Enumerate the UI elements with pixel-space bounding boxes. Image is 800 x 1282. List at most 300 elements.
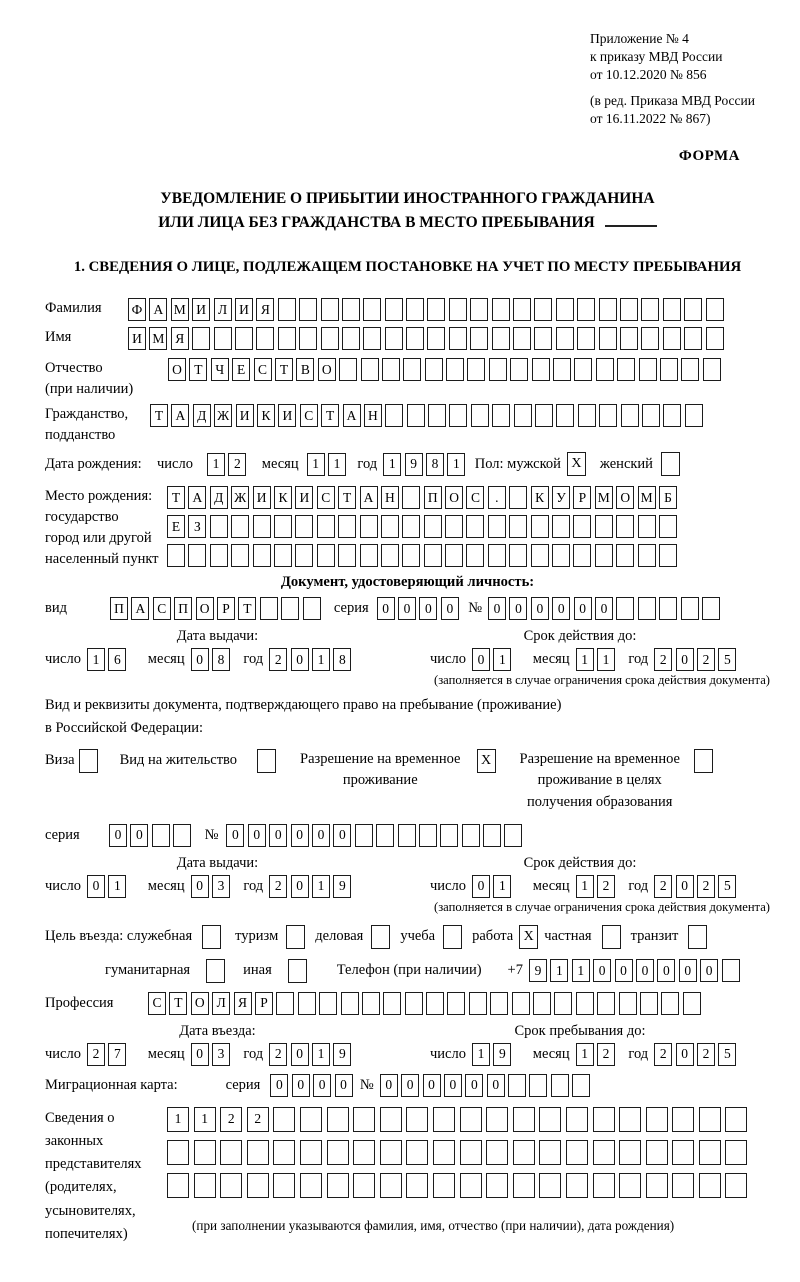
char-cell[interactable]: 0	[291, 824, 309, 847]
char-cell[interactable]: Я	[171, 327, 189, 350]
char-cell[interactable]	[274, 515, 292, 538]
char-cell[interactable]	[194, 1173, 216, 1198]
char-cell[interactable]	[360, 544, 378, 567]
char-cell[interactable]	[513, 298, 531, 321]
char-cell[interactable]	[470, 327, 488, 350]
char-cell[interactable]: С	[300, 404, 318, 427]
char-cell[interactable]: С	[153, 597, 171, 620]
char-cell[interactable]: 1	[207, 453, 225, 476]
char-cell[interactable]: М	[171, 298, 189, 321]
char-cell[interactable]: 2	[697, 875, 715, 898]
char-cell[interactable]	[460, 1140, 482, 1165]
char-cell[interactable]	[380, 1107, 402, 1132]
char-cell[interactable]	[471, 404, 489, 427]
char-cell[interactable]	[663, 298, 681, 321]
char-cell[interactable]	[449, 404, 467, 427]
char-cell[interactable]	[659, 544, 677, 567]
char-cell[interactable]: И	[128, 327, 146, 350]
char-cell[interactable]	[167, 1140, 189, 1165]
char-cell[interactable]	[424, 515, 442, 538]
char-cell[interactable]	[247, 1173, 269, 1198]
char-cell[interactable]	[620, 298, 638, 321]
char-cell[interactable]: 0	[593, 959, 611, 982]
char-cell[interactable]	[276, 992, 294, 1015]
char-cell[interactable]: 0	[472, 875, 490, 898]
char-cell[interactable]	[646, 1140, 668, 1165]
char-cell[interactable]: 0	[488, 597, 506, 620]
char-cell[interactable]: 8	[333, 648, 351, 671]
char-cell[interactable]: А	[188, 486, 206, 509]
char-cell[interactable]: И	[192, 298, 210, 321]
char-cell[interactable]	[509, 486, 527, 509]
char-cell[interactable]: 0	[191, 648, 209, 671]
char-cell[interactable]	[573, 544, 591, 567]
char-cell[interactable]	[167, 544, 185, 567]
char-cell[interactable]	[406, 1140, 428, 1165]
char-cell[interactable]	[551, 1074, 569, 1097]
char-cell[interactable]: 2	[654, 1043, 672, 1066]
char-cell[interactable]	[638, 597, 656, 620]
char-cell[interactable]	[492, 327, 510, 350]
char-cell[interactable]: 0	[109, 824, 127, 847]
char-cell[interactable]	[554, 992, 572, 1015]
char-cell[interactable]: П	[174, 597, 192, 620]
char-cell[interactable]	[597, 992, 615, 1015]
purpose-study-checkbox[interactable]	[443, 925, 462, 949]
char-cell[interactable]: О	[191, 992, 209, 1015]
char-cell[interactable]: И	[295, 486, 313, 509]
char-cell[interactable]	[385, 327, 403, 350]
char-cell[interactable]	[380, 1173, 402, 1198]
char-cell[interactable]	[531, 515, 549, 538]
char-cell[interactable]: Д	[193, 404, 211, 427]
char-cell[interactable]	[327, 1173, 349, 1198]
char-cell[interactable]	[706, 298, 724, 321]
char-cell[interactable]	[539, 1107, 561, 1132]
char-cell[interactable]	[383, 992, 401, 1015]
char-cell[interactable]: М	[149, 327, 167, 350]
char-cell[interactable]	[406, 298, 424, 321]
char-cell[interactable]	[353, 1173, 375, 1198]
char-cell[interactable]	[321, 298, 339, 321]
char-cell[interactable]	[403, 358, 421, 381]
char-cell[interactable]	[619, 1140, 641, 1165]
char-cell[interactable]: С	[466, 486, 484, 509]
char-cell[interactable]: О	[616, 486, 634, 509]
char-cell[interactable]: Л	[214, 298, 232, 321]
char-cell[interactable]: 0	[130, 824, 148, 847]
char-cell[interactable]: Д	[210, 486, 228, 509]
char-cell[interactable]	[231, 515, 249, 538]
char-cell[interactable]	[260, 597, 278, 620]
char-cell[interactable]	[539, 1140, 561, 1165]
char-cell[interactable]: 9	[493, 1043, 511, 1066]
char-cell[interactable]	[235, 327, 253, 350]
char-cell[interactable]	[363, 327, 381, 350]
char-cell[interactable]	[362, 992, 380, 1015]
char-cell[interactable]	[556, 327, 574, 350]
char-cell[interactable]	[638, 515, 656, 538]
char-cell[interactable]	[295, 515, 313, 538]
char-cell[interactable]	[508, 1074, 526, 1097]
char-cell[interactable]	[466, 515, 484, 538]
char-cell[interactable]: 0	[335, 1074, 353, 1097]
char-cell[interactable]: О	[445, 486, 463, 509]
char-cell[interactable]: 0	[676, 875, 694, 898]
char-cell[interactable]	[513, 1173, 535, 1198]
char-cell[interactable]	[619, 1107, 641, 1132]
char-cell[interactable]	[574, 358, 592, 381]
char-cell[interactable]	[460, 1107, 482, 1132]
char-cell[interactable]: А	[149, 298, 167, 321]
char-cell[interactable]: 3	[212, 875, 230, 898]
char-cell[interactable]	[385, 298, 403, 321]
char-cell[interactable]	[552, 544, 570, 567]
char-cell[interactable]: И	[253, 486, 271, 509]
char-cell[interactable]: Т	[338, 486, 356, 509]
char-cell[interactable]: П	[424, 486, 442, 509]
char-cell[interactable]	[646, 1173, 668, 1198]
char-cell[interactable]: О	[168, 358, 186, 381]
char-cell[interactable]	[556, 404, 574, 427]
char-cell[interactable]	[531, 544, 549, 567]
char-cell[interactable]: К	[274, 486, 292, 509]
char-cell[interactable]	[398, 824, 416, 847]
char-cell[interactable]	[256, 327, 274, 350]
char-cell[interactable]	[466, 544, 484, 567]
char-cell[interactable]	[402, 515, 420, 538]
char-cell[interactable]: 2	[87, 1043, 105, 1066]
char-cell[interactable]: 0	[423, 1074, 441, 1097]
char-cell[interactable]: Я	[256, 298, 274, 321]
char-cell[interactable]	[646, 1107, 668, 1132]
gender-male-checkbox[interactable]: X	[567, 452, 586, 476]
residence-permit-checkbox[interactable]	[257, 749, 276, 773]
char-cell[interactable]: С	[317, 486, 335, 509]
char-cell[interactable]: 2	[597, 875, 615, 898]
char-cell[interactable]: 1	[307, 453, 325, 476]
char-cell[interactable]: 1	[167, 1107, 189, 1132]
char-cell[interactable]: Ч	[211, 358, 229, 381]
char-cell[interactable]: 9	[529, 959, 547, 982]
char-cell[interactable]: 0	[248, 824, 266, 847]
char-cell[interactable]	[595, 544, 613, 567]
char-cell[interactable]: 8	[212, 648, 230, 671]
char-cell[interactable]	[299, 298, 317, 321]
char-cell[interactable]	[566, 1173, 588, 1198]
char-cell[interactable]	[382, 358, 400, 381]
char-cell[interactable]	[462, 824, 480, 847]
char-cell[interactable]: М	[595, 486, 613, 509]
char-cell[interactable]	[407, 404, 425, 427]
char-cell[interactable]	[278, 327, 296, 350]
char-cell[interactable]	[253, 515, 271, 538]
char-cell[interactable]	[663, 327, 681, 350]
char-cell[interactable]	[300, 1173, 322, 1198]
char-cell[interactable]	[303, 597, 321, 620]
char-cell[interactable]	[572, 1074, 590, 1097]
char-cell[interactable]	[639, 358, 657, 381]
char-cell[interactable]: 0	[472, 648, 490, 671]
char-cell[interactable]	[194, 1140, 216, 1165]
char-cell[interactable]	[553, 358, 571, 381]
char-cell[interactable]: 1	[576, 875, 594, 898]
char-cell[interactable]: Л	[212, 992, 230, 1015]
gender-female-checkbox[interactable]	[661, 452, 680, 476]
char-cell[interactable]	[433, 1140, 455, 1165]
char-cell[interactable]	[342, 327, 360, 350]
char-cell[interactable]	[722, 959, 740, 982]
char-cell[interactable]: Е	[167, 515, 185, 538]
char-cell[interactable]: 0	[269, 824, 287, 847]
char-cell[interactable]	[659, 515, 677, 538]
char-cell[interactable]: 9	[405, 453, 423, 476]
char-cell[interactable]: А	[171, 404, 189, 427]
char-cell[interactable]	[173, 824, 191, 847]
char-cell[interactable]	[300, 1107, 322, 1132]
char-cell[interactable]	[247, 1140, 269, 1165]
char-cell[interactable]	[702, 597, 720, 620]
char-cell[interactable]: 0	[465, 1074, 483, 1097]
char-cell[interactable]: 0	[377, 597, 395, 620]
char-cell[interactable]	[552, 515, 570, 538]
char-cell[interactable]	[446, 358, 464, 381]
char-cell[interactable]: 0	[270, 1074, 288, 1097]
char-cell[interactable]: 1	[550, 959, 568, 982]
char-cell[interactable]	[460, 1173, 482, 1198]
char-cell[interactable]	[578, 404, 596, 427]
char-cell[interactable]	[621, 404, 639, 427]
char-cell[interactable]: .	[488, 486, 506, 509]
char-cell[interactable]	[342, 298, 360, 321]
char-cell[interactable]	[534, 298, 552, 321]
char-cell[interactable]: 0	[574, 597, 592, 620]
char-cell[interactable]	[298, 992, 316, 1015]
char-cell[interactable]	[566, 1140, 588, 1165]
char-cell[interactable]	[663, 404, 681, 427]
char-cell[interactable]: И	[236, 404, 254, 427]
char-cell[interactable]: Ж	[214, 404, 232, 427]
char-cell[interactable]	[327, 1107, 349, 1132]
char-cell[interactable]	[638, 544, 656, 567]
char-cell[interactable]	[699, 1107, 721, 1132]
char-cell[interactable]	[573, 515, 591, 538]
char-cell[interactable]: 2	[269, 1043, 287, 1066]
char-cell[interactable]	[470, 298, 488, 321]
char-cell[interactable]	[706, 327, 724, 350]
char-cell[interactable]: А	[360, 486, 378, 509]
char-cell[interactable]: 0	[509, 597, 527, 620]
char-cell[interactable]	[361, 358, 379, 381]
char-cell[interactable]: 1	[108, 875, 126, 898]
char-cell[interactable]	[577, 298, 595, 321]
char-cell[interactable]: 0	[679, 959, 697, 982]
char-cell[interactable]	[405, 992, 423, 1015]
char-cell[interactable]: 1	[87, 648, 105, 671]
char-cell[interactable]	[539, 1173, 561, 1198]
char-cell[interactable]	[492, 298, 510, 321]
char-cell[interactable]: Т	[189, 358, 207, 381]
purpose-humanitarian-checkbox[interactable]	[206, 959, 225, 983]
char-cell[interactable]: Б	[659, 486, 677, 509]
visa-checkbox[interactable]	[79, 749, 98, 773]
char-cell[interactable]: О	[318, 358, 336, 381]
char-cell[interactable]	[641, 327, 659, 350]
char-cell[interactable]	[406, 327, 424, 350]
char-cell[interactable]	[278, 298, 296, 321]
char-cell[interactable]	[535, 404, 553, 427]
char-cell[interactable]	[703, 358, 721, 381]
char-cell[interactable]: М	[638, 486, 656, 509]
temp-permit-checkbox[interactable]: X	[477, 749, 496, 773]
char-cell[interactable]	[210, 515, 228, 538]
char-cell[interactable]: 0	[636, 959, 654, 982]
char-cell[interactable]: 0	[552, 597, 570, 620]
char-cell[interactable]	[699, 1140, 721, 1165]
char-cell[interactable]	[419, 824, 437, 847]
char-cell[interactable]	[509, 544, 527, 567]
char-cell[interactable]: 1	[576, 1043, 594, 1066]
char-cell[interactable]	[317, 544, 335, 567]
char-cell[interactable]	[192, 327, 210, 350]
char-cell[interactable]	[319, 992, 337, 1015]
char-cell[interactable]	[406, 1173, 428, 1198]
char-cell[interactable]: 0	[380, 1074, 398, 1097]
char-cell[interactable]: Т	[169, 992, 187, 1015]
char-cell[interactable]: С	[254, 358, 272, 381]
char-cell[interactable]	[685, 404, 703, 427]
char-cell[interactable]	[619, 992, 637, 1015]
char-cell[interactable]: 0	[615, 959, 633, 982]
char-cell[interactable]	[641, 298, 659, 321]
char-cell[interactable]	[295, 544, 313, 567]
char-cell[interactable]	[381, 515, 399, 538]
char-cell[interactable]	[253, 544, 271, 567]
char-cell[interactable]	[338, 544, 356, 567]
char-cell[interactable]: 0	[676, 1043, 694, 1066]
char-cell[interactable]: 0	[398, 597, 416, 620]
char-cell[interactable]: 1	[493, 875, 511, 898]
char-cell[interactable]	[355, 824, 373, 847]
char-cell[interactable]	[725, 1173, 747, 1198]
char-cell[interactable]	[338, 515, 356, 538]
char-cell[interactable]	[616, 515, 634, 538]
char-cell[interactable]	[513, 327, 531, 350]
char-cell[interactable]	[599, 404, 617, 427]
char-cell[interactable]	[353, 1140, 375, 1165]
char-cell[interactable]: 0	[441, 597, 459, 620]
purpose-business-checkbox[interactable]	[371, 925, 390, 949]
char-cell[interactable]	[488, 544, 506, 567]
char-cell[interactable]: А	[131, 597, 149, 620]
char-cell[interactable]	[577, 327, 595, 350]
char-cell[interactable]: 2	[697, 1043, 715, 1066]
char-cell[interactable]: 3	[212, 1043, 230, 1066]
char-cell[interactable]: Т	[238, 597, 256, 620]
char-cell[interactable]	[341, 992, 359, 1015]
char-cell[interactable]	[380, 1140, 402, 1165]
char-cell[interactable]	[513, 1140, 535, 1165]
char-cell[interactable]	[533, 992, 551, 1015]
char-cell[interactable]	[428, 404, 446, 427]
char-cell[interactable]	[576, 992, 594, 1015]
char-cell[interactable]	[556, 298, 574, 321]
char-cell[interactable]: 0	[657, 959, 675, 982]
char-cell[interactable]	[449, 298, 467, 321]
char-cell[interactable]	[425, 358, 443, 381]
char-cell[interactable]	[445, 515, 463, 538]
char-cell[interactable]: 0	[401, 1074, 419, 1097]
char-cell[interactable]: Н	[364, 404, 382, 427]
char-cell[interactable]	[281, 597, 299, 620]
char-cell[interactable]: Е	[232, 358, 250, 381]
char-cell[interactable]: 1	[472, 1043, 490, 1066]
char-cell[interactable]	[599, 298, 617, 321]
char-cell[interactable]	[327, 1140, 349, 1165]
char-cell[interactable]: 1	[493, 648, 511, 671]
char-cell[interactable]	[616, 597, 634, 620]
char-cell[interactable]	[510, 358, 528, 381]
char-cell[interactable]: 2	[220, 1107, 242, 1132]
char-cell[interactable]: 0	[292, 1074, 310, 1097]
char-cell[interactable]: П	[110, 597, 128, 620]
char-cell[interactable]: 2	[654, 875, 672, 898]
char-cell[interactable]	[402, 486, 420, 509]
char-cell[interactable]: Я	[234, 992, 252, 1015]
char-cell[interactable]: 0	[191, 1043, 209, 1066]
char-cell[interactable]: 2	[597, 1043, 615, 1066]
char-cell[interactable]	[492, 404, 510, 427]
char-cell[interactable]	[596, 358, 614, 381]
char-cell[interactable]	[619, 1173, 641, 1198]
char-cell[interactable]	[488, 515, 506, 538]
char-cell[interactable]	[683, 992, 701, 1015]
char-cell[interactable]: И	[235, 298, 253, 321]
char-cell[interactable]: 1	[312, 875, 330, 898]
char-cell[interactable]	[504, 824, 522, 847]
char-cell[interactable]: Ж	[231, 486, 249, 509]
char-cell[interactable]	[360, 515, 378, 538]
char-cell[interactable]	[514, 404, 532, 427]
char-cell[interactable]	[593, 1173, 615, 1198]
char-cell[interactable]	[427, 327, 445, 350]
char-cell[interactable]	[725, 1107, 747, 1132]
char-cell[interactable]: 2	[654, 648, 672, 671]
char-cell[interactable]	[376, 824, 394, 847]
char-cell[interactable]: Т	[275, 358, 293, 381]
char-cell[interactable]	[339, 358, 357, 381]
char-cell[interactable]	[661, 992, 679, 1015]
char-cell[interactable]: К	[257, 404, 275, 427]
char-cell[interactable]: 0	[226, 824, 244, 847]
char-cell[interactable]	[188, 544, 206, 567]
char-cell[interactable]: З	[188, 515, 206, 538]
char-cell[interactable]	[617, 358, 635, 381]
char-cell[interactable]: 2	[228, 453, 246, 476]
char-cell[interactable]	[483, 824, 501, 847]
char-cell[interactable]: 8	[426, 453, 444, 476]
char-cell[interactable]: 0	[531, 597, 549, 620]
char-cell[interactable]	[660, 358, 678, 381]
char-cell[interactable]	[532, 358, 550, 381]
char-cell[interactable]: 7	[108, 1043, 126, 1066]
char-cell[interactable]	[672, 1140, 694, 1165]
char-cell[interactable]	[486, 1107, 508, 1132]
char-cell[interactable]: 1	[312, 1043, 330, 1066]
char-cell[interactable]	[299, 327, 317, 350]
char-cell[interactable]: Т	[321, 404, 339, 427]
char-cell[interactable]	[566, 1107, 588, 1132]
